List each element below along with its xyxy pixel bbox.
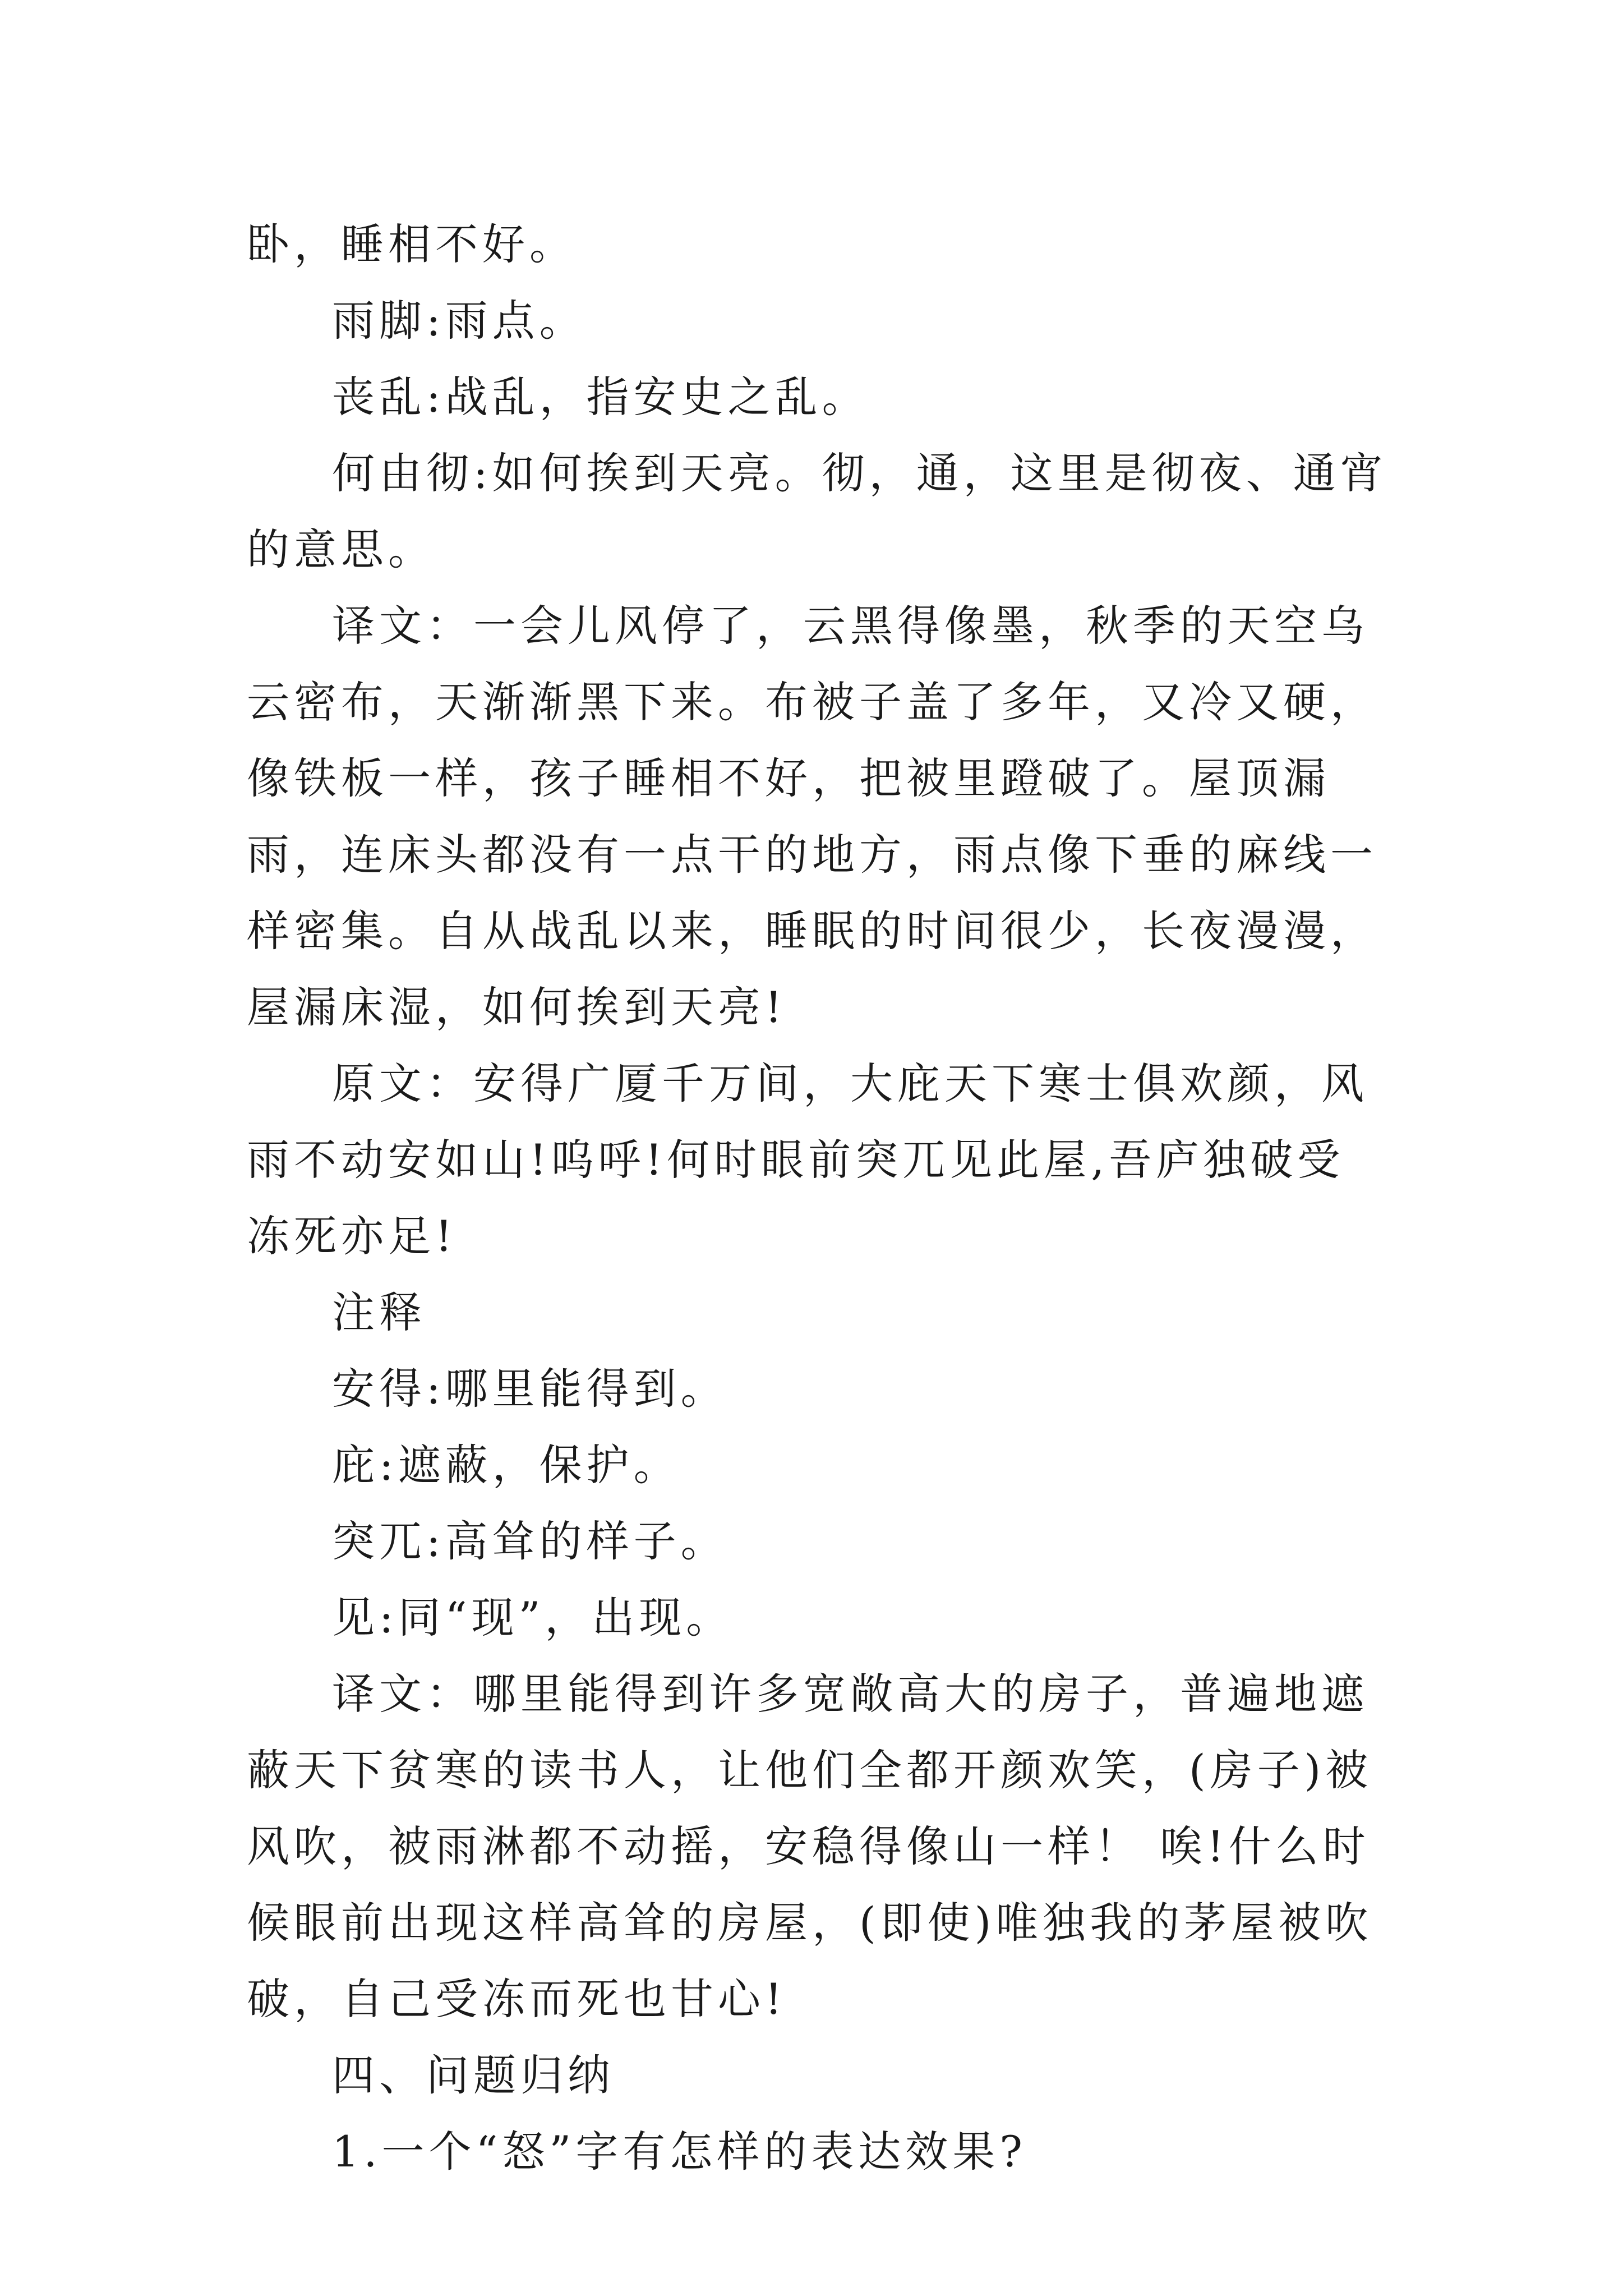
note-bi: 庇:遮蔽，保护。 — [332, 1440, 681, 1490]
translation-paragraph-1: 译文：一会儿风停了，云黑得像墨，秋季的天空乌云密布，天渐渐黑下来。布被子盖了多年，又冷又硬，像铁板一样，孩子睡相不好，把被里蹬破了。屋顶漏雨，连床头都没有一点干的地方，雨点像下垂的麻线一样密集。自从战乱以来，睡眠的时间很少，长夜漫漫，屋漏床湿，如何挨到天亮! — [247, 601, 1377, 1032]
note-sangluan: 丧乱:战乱，指安史之乱。 — [332, 372, 869, 422]
note-yujiao: 雨脚:雨点。 — [332, 296, 587, 346]
question-item: 1.一个“怒”字有怎样的表达效果? — [332, 2127, 1027, 2177]
translation-paragraph-2: 译文：哪里能得到许多宽敞高大的房子，普遍地遮蔽天下贫寒的读书人，让他们全都开颜欢笑，(房子)被风吹，被雨淋都不动摇，安稳得像山一样！ 唉!什么时候眼前出现这样高耸的房屋，(即使)唯独我的茅屋被吹破，自己受冻而死也甘心! — [247, 1669, 1373, 2024]
note-tuwu: 突兀:高耸的样子。 — [332, 1516, 728, 1566]
paragraph-continuation: 卧，睡相不好。 — [247, 219, 577, 269]
note-heyouche: 何由彻:如何挨到天亮。彻，通，这里是彻夜、通宵的意思。 — [247, 448, 1387, 574]
note-jian: 见:同“现”，出现。 — [332, 1593, 734, 1642]
section-heading: 四、问题归纳 — [332, 2050, 615, 2100]
note-ande: 安得:哪里能得到。 — [332, 1364, 728, 1414]
body-text — [247, 206, 1391, 2190]
original-text-paragraph: 原文：安得广厦千万间，大庇天下寒士俱欢颜，风雨不动安如山!呜呼!何时眼前突兀见此屋,吾庐独破受冻死亦足! — [247, 1059, 1368, 1261]
annotation-heading: 注释 — [332, 1287, 426, 1337]
